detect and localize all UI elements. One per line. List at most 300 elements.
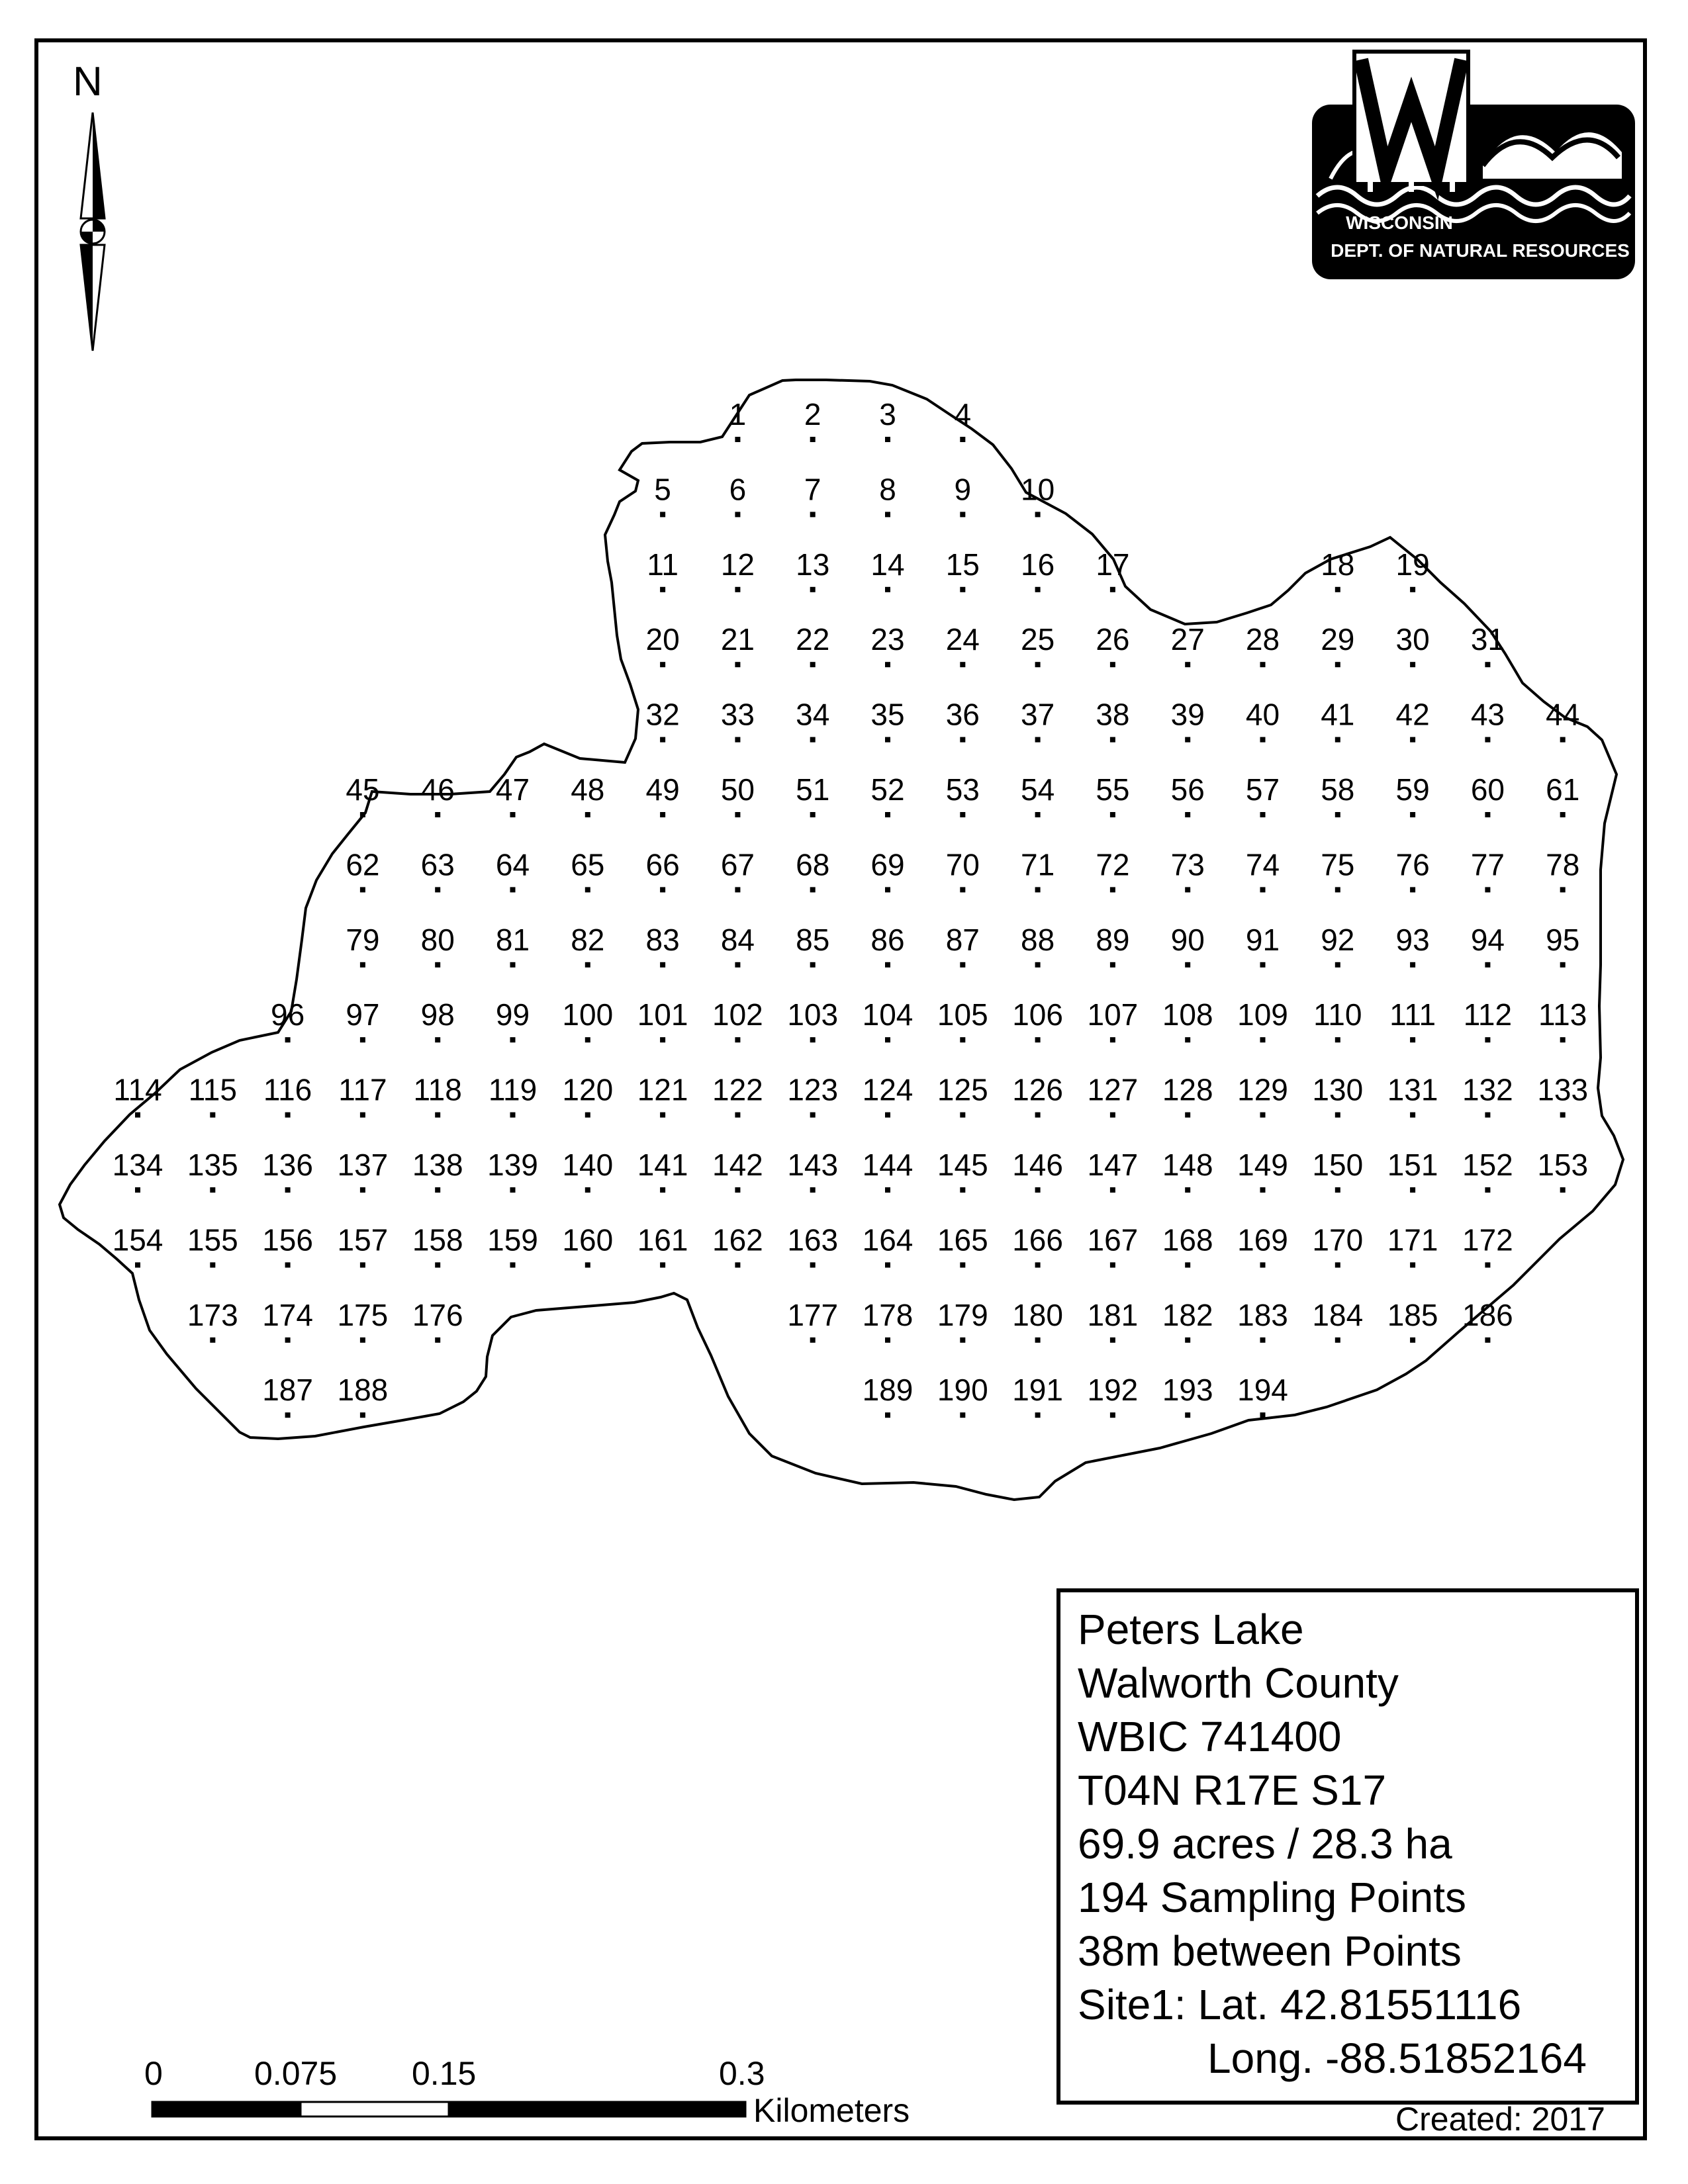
sampling-point-label: 119	[488, 1072, 538, 1107]
sampling-point-marker	[1110, 962, 1115, 968]
sampling-point-marker	[810, 1262, 816, 1267]
sampling-point-label: 97	[346, 997, 380, 1032]
sampling-point-label: 78	[1546, 847, 1580, 882]
sampling-point	[496, 847, 530, 892]
sampling-point-marker	[660, 1037, 665, 1042]
sampling-point	[1462, 1073, 1513, 1118]
sampling-point	[338, 1298, 389, 1343]
sampling-point-label: 59	[1395, 772, 1430, 807]
sampling-point-marker	[1110, 887, 1115, 892]
sampling-point-label: 150	[1312, 1148, 1364, 1182]
sampling-point	[487, 1148, 538, 1193]
sampling-point-marker	[435, 1262, 440, 1267]
sampling-point-marker	[1485, 1037, 1490, 1042]
sampling-point	[937, 1073, 988, 1118]
sampling-point-marker	[1485, 812, 1490, 817]
scale-tick-03: 0.3	[719, 2055, 765, 2092]
sampling-point	[946, 698, 980, 743]
sampling-point-label: 29	[1321, 622, 1355, 657]
sampling-point-marker	[810, 587, 816, 592]
sampling-point	[1096, 622, 1129, 667]
sampling-point	[338, 1373, 389, 1418]
sampling-point-label: 168	[1162, 1222, 1213, 1257]
sampling-point-label: 22	[796, 622, 830, 657]
sampling-point	[1321, 923, 1354, 968]
sampling-point	[1537, 1148, 1588, 1193]
sampling-point	[338, 1073, 387, 1118]
sampling-point-label: 28	[1245, 622, 1280, 657]
sampling-point-label: 188	[337, 1373, 389, 1408]
sampling-point-marker	[660, 737, 665, 743]
sampling-point	[863, 1373, 914, 1418]
sampling-point-marker	[1260, 1262, 1266, 1267]
sampling-point-marker	[1410, 887, 1415, 892]
township-range-section: T04N R17E S17	[1078, 1766, 1387, 1814]
sampling-point-label: 189	[862, 1373, 914, 1408]
sampling-point-label: 17	[1096, 547, 1130, 582]
sampling-point-label: 64	[495, 847, 530, 882]
sampling-point-label: 145	[937, 1148, 988, 1182]
sampling-point-label: 113	[1538, 997, 1587, 1032]
sampling-point-label: 25	[1021, 622, 1055, 657]
sampling-point-label: 42	[1395, 697, 1430, 732]
sampling-point-marker	[285, 1113, 291, 1118]
sampling-point	[1396, 547, 1430, 592]
sampling-point-label: 139	[487, 1148, 538, 1182]
sampling-point-label: 58	[1321, 772, 1355, 807]
sampling-point-marker	[510, 1262, 516, 1267]
sampling-point	[863, 1298, 914, 1343]
wdnr-logo-icon	[1312, 52, 1635, 279]
sampling-point-marker	[1185, 737, 1190, 743]
sampling-point-marker	[660, 962, 665, 968]
sampling-point	[1246, 847, 1280, 892]
sampling-point-label: 83	[645, 922, 680, 957]
sampling-point-label: 157	[337, 1222, 389, 1257]
sampling-point-label: 187	[262, 1373, 313, 1408]
sampling-point-label: 156	[262, 1222, 313, 1257]
sampling-point-label: 184	[1312, 1297, 1364, 1332]
sampling-point-marker	[960, 437, 965, 442]
sampling-point-marker	[960, 662, 965, 667]
sampling-point-marker	[285, 1338, 291, 1343]
sampling-point	[346, 997, 379, 1042]
sampling-point	[729, 397, 747, 442]
sampling-point-label: 55	[1096, 772, 1130, 807]
sampling-point-label: 141	[637, 1148, 688, 1182]
sampling-point	[1396, 622, 1430, 667]
sampling-point-marker	[1560, 1037, 1566, 1042]
sampling-point-label: 71	[1021, 847, 1055, 882]
sampling-point	[1088, 1073, 1139, 1118]
sampling-point-marker	[810, 1338, 816, 1343]
county: Walworth County	[1078, 1659, 1399, 1707]
sampling-point	[787, 1298, 838, 1343]
sampling-point-marker	[1560, 962, 1566, 968]
sampling-point-marker	[285, 1037, 291, 1042]
sampling-point	[870, 547, 904, 592]
sampling-point-label: 49	[645, 772, 680, 807]
sampling-point-marker	[885, 962, 890, 968]
sampling-point	[646, 772, 680, 817]
sampling-point	[262, 1373, 313, 1418]
sampling-point-label: 86	[870, 922, 905, 957]
sampling-point-marker	[510, 812, 516, 817]
sampling-point	[637, 1148, 688, 1193]
sampling-point-label: 75	[1321, 847, 1355, 882]
sampling-point-label: 2	[804, 397, 821, 432]
sampling-point-marker	[960, 1037, 965, 1042]
sampling-point-marker	[735, 587, 740, 592]
sampling-point	[870, 698, 904, 743]
sampling-point-label: 57	[1245, 772, 1280, 807]
sampling-point-marker	[1035, 1187, 1041, 1193]
logo-line1: WISCONSIN	[1346, 212, 1453, 233]
sampling-point-label: 60	[1470, 772, 1505, 807]
sampling-point	[1321, 622, 1354, 667]
sampling-point	[870, 923, 904, 968]
sampling-point-marker	[885, 1037, 890, 1042]
sampling-point-label: 41	[1321, 697, 1355, 732]
sampling-point	[262, 1298, 313, 1343]
sampling-point-label: 146	[1012, 1148, 1063, 1182]
sampling-point	[863, 1222, 914, 1267]
sampling-point-marker	[210, 1338, 215, 1343]
sampling-point-label: 38	[1096, 697, 1130, 732]
sampling-point-label: 77	[1470, 847, 1505, 882]
sampling-point	[1462, 1148, 1513, 1193]
sampling-point-marker	[1035, 587, 1041, 592]
sampling-point-label: 122	[712, 1072, 763, 1107]
sampling-point-label: 30	[1395, 622, 1430, 657]
sampling-point	[1321, 847, 1354, 892]
sampling-point-marker	[585, 962, 590, 968]
sampling-point-label: 118	[413, 1072, 462, 1107]
sampling-point	[937, 1222, 988, 1267]
sampling-point	[1237, 997, 1288, 1042]
sampling-point	[1012, 1298, 1063, 1343]
sampling-point-label: 115	[188, 1072, 237, 1107]
sampling-point	[1096, 698, 1129, 743]
sampling-point	[346, 847, 379, 892]
sampling-point-label: 3	[879, 397, 896, 432]
lake-name: Peters Lake	[1078, 1606, 1304, 1653]
sampling-point	[1162, 997, 1213, 1042]
sampling-point-marker	[1560, 812, 1566, 817]
sampling-point-label: 12	[720, 547, 755, 582]
sampling-point	[646, 698, 680, 743]
sampling-point-marker	[885, 1113, 890, 1118]
sampling-point-marker	[810, 1187, 816, 1193]
sampling-point	[937, 997, 988, 1042]
sampling-point-label: 161	[637, 1222, 688, 1257]
sampling-point	[1321, 547, 1354, 592]
sampling-point-label: 135	[187, 1148, 238, 1182]
sampling-point-label: 74	[1245, 847, 1280, 882]
sampling-point-marker	[810, 1037, 816, 1042]
sampling-point-marker	[960, 1338, 965, 1343]
sampling-point	[879, 397, 896, 442]
sampling-point-label: 93	[1395, 922, 1430, 957]
sampling-point-marker	[735, 437, 740, 442]
sampling-point-label: 90	[1170, 922, 1205, 957]
sampling-point-marker	[1110, 812, 1115, 817]
sampling-point-marker	[735, 962, 740, 968]
sampling-point	[571, 923, 604, 968]
wbic: WBIC 741400	[1078, 1713, 1342, 1760]
sampling-point-marker	[360, 1412, 365, 1418]
sampling-point-label: 37	[1021, 697, 1055, 732]
sampling-point-label: 31	[1470, 622, 1505, 657]
sampling-point-label: 167	[1087, 1222, 1139, 1257]
sampling-point-marker	[885, 437, 890, 442]
sampling-point	[346, 772, 379, 817]
sampling-point	[338, 1222, 389, 1267]
sampling-point-label: 88	[1021, 922, 1055, 957]
sampling-point-marker	[1035, 1262, 1041, 1267]
sampling-point-marker	[1410, 662, 1415, 667]
sampling-point-label: 70	[945, 847, 980, 882]
sampling-point	[1462, 1222, 1513, 1267]
sampling-point	[721, 622, 755, 667]
sampling-point-marker	[960, 512, 965, 517]
sampling-point	[487, 1222, 538, 1267]
sampling-point-marker	[1410, 1262, 1415, 1267]
sampling-point-marker	[135, 1262, 140, 1267]
sampling-point-marker	[360, 1187, 365, 1193]
sampling-point	[113, 1148, 164, 1193]
sampling-point-marker	[885, 812, 890, 817]
sampling-point	[796, 547, 829, 592]
sampling-point	[870, 847, 904, 892]
sampling-point-label: 48	[571, 772, 605, 807]
sampling-point-marker	[1035, 512, 1041, 517]
sampling-point-marker	[1110, 1338, 1115, 1343]
sampling-point-label: 149	[1237, 1148, 1288, 1182]
sampling-point	[412, 1222, 463, 1267]
sampling-point-marker	[885, 737, 890, 743]
sampling-point	[271, 997, 305, 1042]
sampling-point-label: 33	[720, 697, 755, 732]
sampling-point-marker	[1260, 1113, 1266, 1118]
sampling-point-label: 23	[870, 622, 905, 657]
sampling-point	[496, 997, 530, 1042]
sampling-point	[412, 1148, 463, 1193]
sampling-point-marker	[1110, 1113, 1115, 1118]
sampling-point-marker	[735, 737, 740, 743]
sampling-point-label: 171	[1387, 1222, 1438, 1257]
sampling-point	[787, 997, 838, 1042]
sampling-point	[1246, 923, 1280, 968]
sampling-point-marker	[1335, 1262, 1340, 1267]
sampling-point	[496, 772, 530, 817]
sampling-point-label: 35	[870, 697, 905, 732]
sampling-point-label: 108	[1162, 997, 1213, 1032]
sampling-point-label: 175	[337, 1297, 389, 1332]
sampling-point-label: 6	[729, 472, 747, 507]
sampling-point	[1537, 1073, 1588, 1118]
sampling-point-label: 114	[113, 1072, 162, 1107]
sampling-point-label: 147	[1087, 1148, 1139, 1182]
sampling-point-marker	[1260, 1412, 1266, 1418]
sampling-point-marker	[1335, 1113, 1340, 1118]
sampling-point-marker	[1260, 812, 1266, 817]
sampling-point-label: 182	[1162, 1297, 1213, 1332]
lake-area: 69.9 acres / 28.3 ha	[1078, 1820, 1452, 1868]
sampling-point	[937, 1298, 988, 1343]
sampling-point-label: 72	[1096, 847, 1130, 882]
sampling-point-label: 101	[637, 997, 688, 1032]
sampling-point-marker	[510, 1113, 516, 1118]
sampling-point-label: 153	[1537, 1148, 1589, 1182]
sampling-point-label: 190	[937, 1373, 988, 1408]
sampling-point	[346, 923, 379, 968]
sampling-point	[1021, 923, 1055, 968]
sampling-point-label: 99	[495, 997, 530, 1032]
sampling-point	[870, 622, 904, 667]
sampling-point-marker	[1410, 962, 1415, 968]
sampling-point	[1387, 1298, 1438, 1343]
sampling-point-label: 109	[1237, 997, 1288, 1032]
sampling-point	[1162, 1373, 1213, 1418]
sampling-point-marker	[360, 812, 365, 817]
sampling-point-label: 174	[262, 1297, 313, 1332]
sampling-point-label: 76	[1395, 847, 1430, 882]
sampling-point	[421, 997, 455, 1042]
sampling-point	[1387, 1148, 1438, 1193]
sampling-point-marker	[585, 1037, 590, 1042]
sampling-point-marker	[810, 437, 816, 442]
sampling-point-marker	[885, 662, 890, 667]
sampling-point	[637, 1073, 688, 1118]
sampling-point-label: 19	[1395, 547, 1430, 582]
sampling-point-label: 18	[1321, 547, 1355, 582]
sampling-point	[946, 772, 980, 817]
sampling-point-label: 176	[412, 1297, 463, 1332]
sampling-point	[1171, 847, 1205, 892]
sampling-point	[1237, 1373, 1288, 1418]
sampling-point-marker	[810, 1113, 816, 1118]
sampling-point-label: 87	[945, 922, 980, 957]
sampling-point-label: 50	[720, 772, 755, 807]
sampling-point	[863, 997, 914, 1042]
sampling-point	[1312, 1222, 1363, 1267]
scale-bar	[152, 2102, 745, 2116]
sampling-point-marker	[735, 662, 740, 667]
sampling-point-marker	[510, 1037, 516, 1042]
sampling-point-label: 126	[1012, 1072, 1063, 1107]
sampling-point-label: 39	[1170, 697, 1205, 732]
sampling-point-marker	[285, 1262, 291, 1267]
sampling-point-label: 173	[187, 1297, 238, 1332]
sampling-point-label: 62	[346, 847, 380, 882]
sampling-point-label: 79	[346, 922, 380, 957]
sampling-point	[562, 1148, 613, 1193]
sampling-point	[1538, 997, 1587, 1042]
sampling-point	[1162, 1222, 1213, 1267]
sampling-point-marker	[1260, 887, 1266, 892]
sampling-point-label: 177	[787, 1297, 839, 1332]
sampling-point	[646, 923, 680, 968]
sampling-point-marker	[1035, 1037, 1041, 1042]
sampling-point	[1021, 547, 1055, 592]
sampling-point-label: 91	[1245, 922, 1280, 957]
sampling-point-label: 194	[1237, 1373, 1288, 1408]
sampling-point-label: 13	[796, 547, 830, 582]
sampling-point	[1396, 847, 1430, 892]
sampling-point-label: 66	[645, 847, 680, 882]
sampling-point-marker	[1185, 887, 1190, 892]
north-arrow-icon	[81, 113, 105, 351]
sampling-point-marker	[1410, 1113, 1415, 1118]
lake-info-box	[1056, 1588, 1639, 2105]
sampling-point-label: 69	[870, 847, 905, 882]
sampling-point-marker	[1035, 1113, 1041, 1118]
sampling-point-marker	[1335, 662, 1340, 667]
sampling-point	[1012, 1222, 1063, 1267]
sampling-point	[804, 397, 821, 442]
sampling-point-marker	[1035, 1412, 1041, 1418]
sampling-point	[1471, 772, 1505, 817]
sampling-point	[712, 1073, 763, 1118]
site-longitude: Long. -88.51852164	[1207, 2034, 1587, 2082]
sampling-point-label: 179	[937, 1297, 988, 1332]
sampling-point	[1321, 698, 1354, 743]
sampling-point-marker	[585, 1187, 590, 1193]
sampling-point-marker	[510, 887, 516, 892]
sampling-point-label: 116	[263, 1072, 312, 1107]
sampling-point-label: 36	[945, 697, 980, 732]
sampling-point-marker	[1185, 1037, 1190, 1042]
sampling-point-marker	[960, 962, 965, 968]
sampling-point-label: 40	[1245, 697, 1280, 732]
sampling-point-marker	[1185, 1187, 1190, 1193]
sampling-point	[1387, 1222, 1438, 1267]
sampling-point	[1471, 698, 1505, 743]
sampling-point	[262, 1222, 313, 1267]
sampling-point-marker	[1185, 1338, 1190, 1343]
sampling-point	[562, 997, 613, 1042]
sampling-point-marker	[1560, 1187, 1566, 1193]
sampling-point	[1012, 1373, 1063, 1418]
sampling-point-marker	[1335, 887, 1340, 892]
sampling-point-marker	[435, 1113, 440, 1118]
sampling-point-label: 158	[412, 1222, 463, 1257]
sampling-point	[1237, 1148, 1288, 1193]
sampling-point-label: 193	[1162, 1373, 1213, 1408]
sampling-point-marker	[1335, 587, 1340, 592]
sampling-point-marker	[1035, 737, 1041, 743]
sampling-point-marker	[1485, 662, 1490, 667]
sampling-point-label: 183	[1237, 1297, 1288, 1332]
sampling-point-marker	[1485, 1187, 1490, 1193]
sampling-point-marker	[885, 512, 890, 517]
sampling-point-marker	[660, 662, 665, 667]
sampling-point-label: 132	[1462, 1072, 1513, 1107]
sampling-point	[1546, 772, 1579, 817]
sampling-point	[712, 1222, 763, 1267]
sampling-point-label: 112	[1463, 997, 1513, 1032]
sampling-point-marker	[735, 1262, 740, 1267]
sampling-point-marker	[360, 962, 365, 968]
sampling-point	[1171, 622, 1205, 667]
sampling-point-label: 181	[1087, 1297, 1139, 1332]
sampling-point	[796, 622, 829, 667]
sampling-point	[1088, 997, 1139, 1042]
sampling-point-label: 131	[1387, 1072, 1438, 1107]
sampling-point	[1396, 772, 1430, 817]
sampling-point	[1096, 923, 1129, 968]
